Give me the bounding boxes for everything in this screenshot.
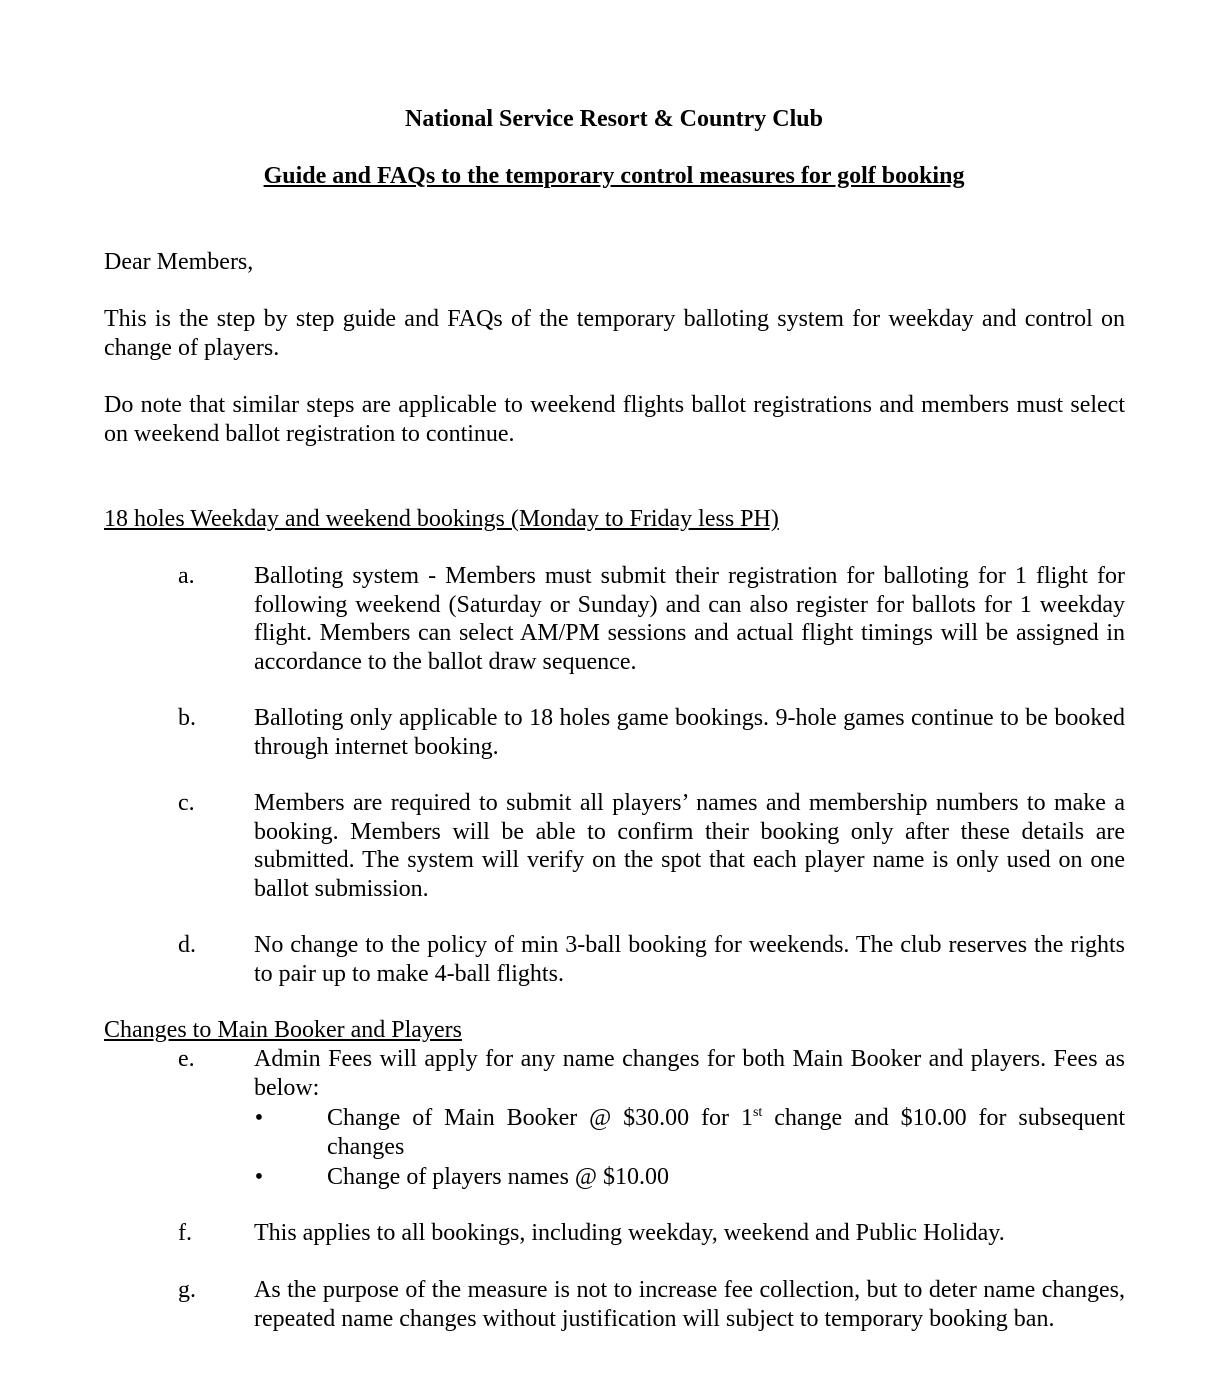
- list-item: [178, 704, 1125, 761]
- bullet-marker: •: [254, 1164, 264, 1190]
- greeting: Dear Members,: [104, 249, 254, 275]
- list-item-text: No change to the policy of min 3-ball booking for weekends. The club reserves the rights to pair up to make 4-ball flights.: [254, 932, 1125, 987]
- list-item-text: Members are required to submit all players’ names and membership numbers to make a booking. Members will be able to confirm their booking only after these details are submitted. The system will verify on the spot that each player name is only used on one ballot submission.: [254, 790, 1125, 902]
- list-item-marker: d.: [178, 932, 196, 958]
- list-item-text: Balloting system - Members must submit their registration for balloting for 1 flight for following weekend (Saturday or Sunday) and can also register for ballots for 1 weekday flight. Members can select AM/PM sessions and actual flight timings will be assigned in accordance to the ballot draw sequence.: [254, 563, 1125, 675]
- intro-paragraph-2: Do note that similar steps are applicable to weekend flights ballot registrations and members must select on weekend ballot registration to continue.: [104, 392, 1125, 447]
- list-item-marker: f.: [178, 1220, 192, 1246]
- document-title: Guide and FAQs to the temporary control measures for golf booking: [263, 163, 965, 189]
- list-item-marker: a.: [178, 563, 195, 589]
- list-item-marker: e.: [178, 1046, 195, 1072]
- list-item-marker: b.: [178, 705, 196, 731]
- organization-title: National Service Resort & Country Club: [405, 106, 823, 132]
- list-item-marker: g.: [178, 1277, 196, 1303]
- section-heading-bookings: 18 holes Weekday and weekend bookings (Monday to Friday less PH): [104, 506, 779, 532]
- bullet-text: Change of players names @ $10.00: [327, 1164, 670, 1190]
- list-item-text: Balloting only applicable to 18 holes game bookings. 9-hole games continue to be booked through internet booking.: [254, 705, 1125, 760]
- bullet-marker: •: [254, 1105, 264, 1131]
- bullet-item: [254, 1104, 1125, 1161]
- bullet-item: [254, 1163, 1125, 1192]
- list-item-text: Admin Fees will apply for any name changes for both Main Booker and players. Fees as below:: [254, 1046, 1125, 1101]
- list-item: [178, 1219, 1125, 1248]
- list-item-text: As the purpose of the measure is not to increase fee collection, but to deter name changes, repeated name changes without justification will subject to temporary booking ban.: [254, 1277, 1125, 1332]
- section-heading-changes: Changes to Main Booker and Players: [104, 1017, 462, 1043]
- list-item-text: This applies to all bookings, including weekday, weekend and Public Holiday.: [254, 1220, 1005, 1246]
- list-item: [178, 1045, 1125, 1102]
- bullet-text: Change of Main Booker @ $30.00 for 1st change and $10.00 for subsequent changes: [327, 1105, 1126, 1160]
- list-item: [178, 789, 1125, 903]
- list-item: [178, 562, 1125, 676]
- list-item: [178, 931, 1125, 988]
- list-item-marker: c.: [178, 790, 195, 816]
- intro-paragraph-1: This is the step by step guide and FAQs of the temporary balloting system for weekday and control on change of players.: [104, 306, 1125, 361]
- list-item: [178, 1276, 1125, 1333]
